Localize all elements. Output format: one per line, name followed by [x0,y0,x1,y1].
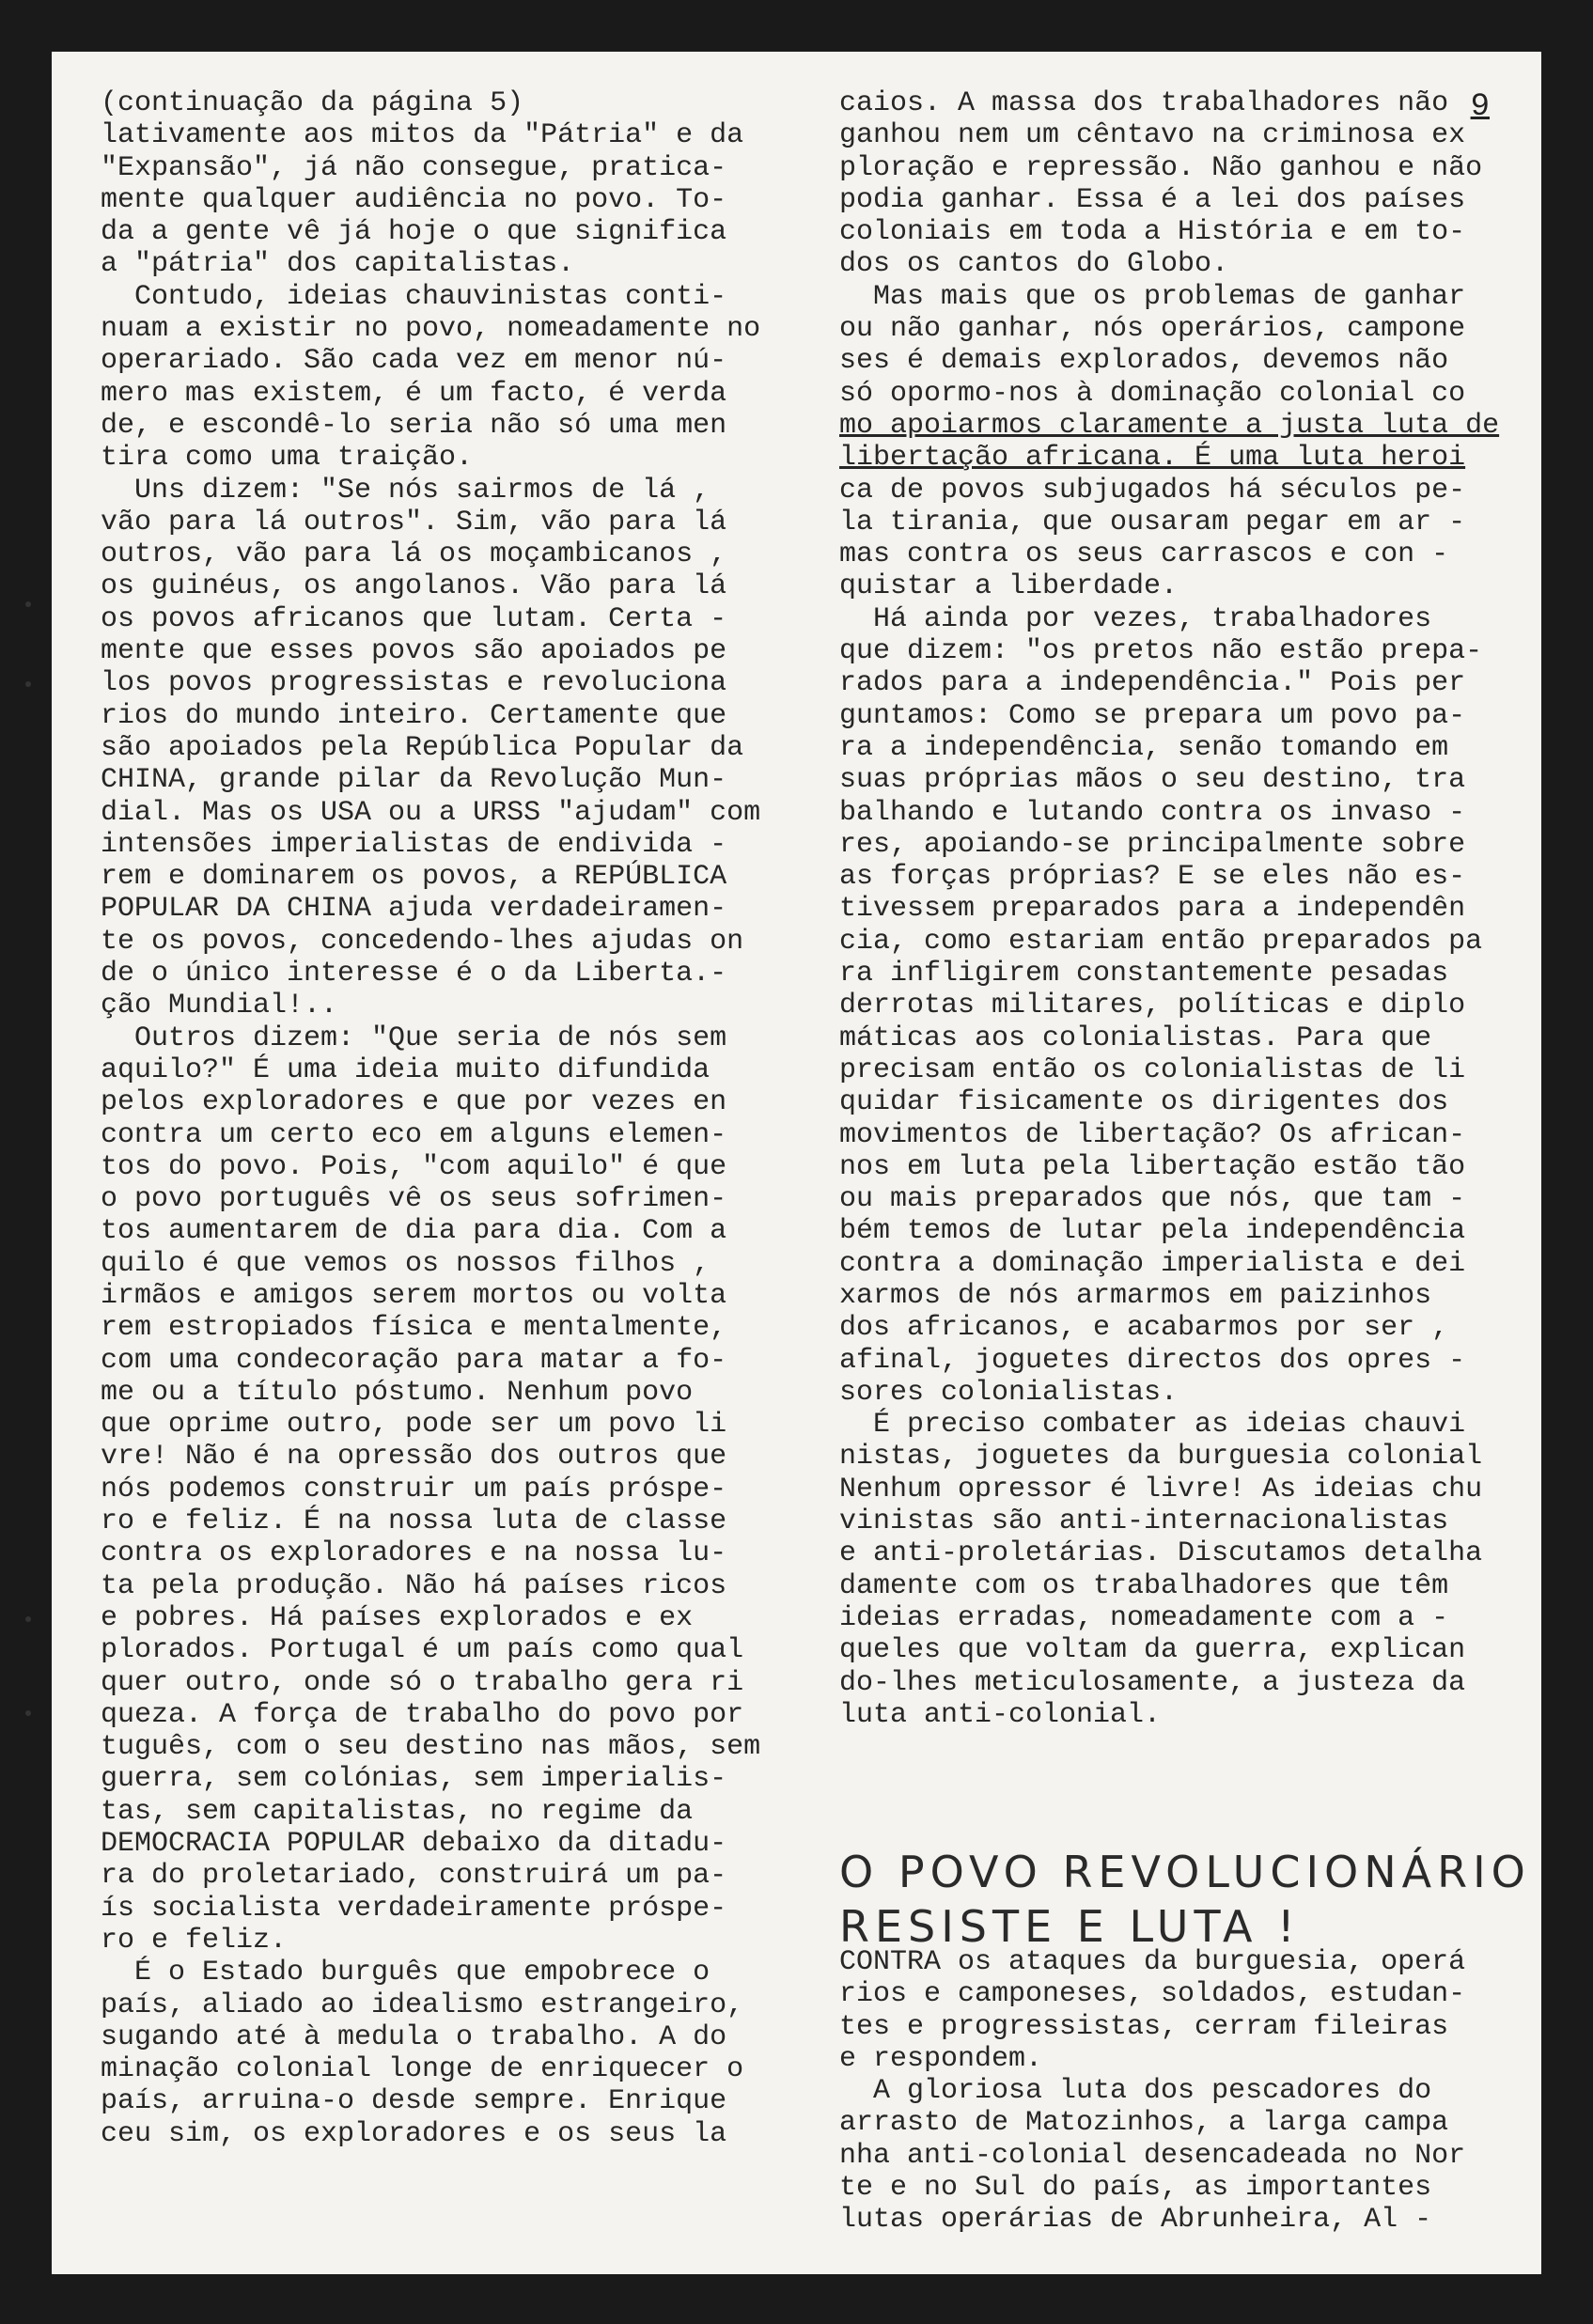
text-line: libertação africana. É uma luta heroi [839,442,1466,475]
text-line: contra a dominação imperialista e dei [839,1247,1466,1280]
text-line: mente qualquer audiência no povo. To- [101,183,727,216]
text-line: mas contra os seus carrascos e con - [839,538,1449,571]
text-line: tuguês, com o seu destino nas mãos, sem [101,1731,761,1764]
margin-dot [25,601,31,607]
text-line: são apoiados pela República Popular da [101,731,744,764]
text-line: nha anti-colonial desencadeada no Nor [839,2139,1466,2172]
text-line: É preciso combater as ideias chauvi [839,1409,1466,1442]
text-line: (continuação da página 5) [101,87,524,119]
text-line: rem estropiados física e mentalmente, [101,1312,727,1345]
text-line: precisam então os colonialistas de li [839,1053,1466,1086]
text-line: lativamente aos mitos da "Pátria" e da [101,119,744,152]
text-line: vinistas são anti-internacionalistas [839,1505,1449,1538]
text-line: ses é demais explorados, devemos não [839,345,1449,378]
text-line: os guinéus, os angolanos. Vão para lá [101,570,727,603]
text-line: que oprime outro, pode ser um povo li [101,1409,727,1442]
text-line: RESISTE E LUTA ! [839,1901,1301,1952]
text-line: te e no Sul do país, as importantes [839,2172,1432,2205]
text-line: ro e feliz. É na nossa luta de classe [101,1505,727,1538]
text-line: lutas operárias de Abrunheira, Al - [839,2204,1432,2237]
text-line: rados para a independência." Pois per [839,667,1466,700]
text-line: contra um certo eco em alguns elemen- [101,1118,727,1151]
text-line: arrasto de Matozinhos, a larga campa [839,2107,1449,2140]
text-line: da a gente vê já hoje o que significa [101,216,727,249]
text-line: suas próprias mãos o seu destino, tra [839,764,1466,797]
text-line: com uma condecoração para matar a fo- [101,1344,727,1377]
text-line: coloniais em toda a História e em to- [839,216,1466,249]
text-line: movimentos de libertação? Os african- [839,1118,1466,1151]
newsletter-page [52,52,1541,2274]
text-line: tos do povo. Pois, "com aquilo" é que [101,1150,727,1183]
text-line: rios e camponeses, soldados, estudan- [839,1978,1466,2011]
text-line: sores colonialistas. [839,1376,1179,1409]
text-line: ra a independência, senão tomando em [839,731,1449,764]
text-line: ro e feliz. [101,1924,288,1957]
margin-dot [25,681,31,687]
text-line: mo apoiarmos claramente a justa luta de [839,409,1500,442]
text-line: minação colonial longe de enriquecer o [101,2053,744,2086]
text-line: ção Mundial!.. [101,990,338,1022]
text-line: irmãos e amigos serem mortos ou volta [101,1279,727,1312]
text-line: ca de povos subjugados há séculos pe- [839,474,1466,507]
text-line: caios. A massa dos trabalhadores não [839,87,1449,119]
text-line: ou não ganhar, nós operários, campone [839,313,1466,346]
text-line: tira como uma traição. [101,442,474,475]
text-line: Uns dizem: "Se nós sairmos de lá , [101,474,711,507]
text-line: quistar a liberdade. [839,570,1179,603]
text-line: nuam a existir no povo, nomeadamente no [101,313,761,346]
text-line: dial. Mas os USA ou a URSS "ajudam" com [101,796,761,829]
text-line: máticas aos colonialistas. Para que [839,1022,1432,1054]
text-line: la tirania, que ousaram pegar em ar - [839,506,1466,538]
text-line: ou mais preparados que nós, que tam - [839,1183,1466,1216]
text-line: só opormo-nos à dominação colonial co [839,377,1466,410]
text-line: o povo português vê os seus sofrimen- [101,1183,727,1216]
right-text-column-lower [839,1946,1535,2237]
left-text-column [101,87,815,2150]
text-line: contra os exploradores e na nossa lu- [101,1537,727,1570]
text-line: ta pela produção. Não há países ricos [101,1569,727,1602]
text-line: me ou a título póstumo. Nenhum povo [101,1376,694,1409]
text-line: luta anti-colonial. [839,1698,1162,1731]
text-line: guntamos: Como se prepara um povo pa- [839,699,1466,732]
text-line: bém temos de lutar pela independência [839,1215,1466,1248]
text-line: operariado. São cada vez em menor nú- [101,345,727,378]
text-line: quidar fisicamente os dirigentes dos [839,1086,1449,1119]
text-line: pelos exploradores e que por vezes en [101,1086,727,1119]
text-line: ís socialista verdadeiramente próspe- [101,1892,727,1925]
text-line: damente com os trabalhadores que têm [839,1569,1449,1602]
text-line: tas, sem capitalistas, no regime da [101,1795,694,1828]
text-line: Outros dizem: "Que seria de nós sem [101,1022,727,1054]
text-line: vão para lá outros". Sim, vão para lá [101,506,727,538]
text-line: mero mas existem, é um facto, é verda [101,377,727,410]
slogan-heading [839,1845,1535,1954]
text-line: do-lhes meticulosamente, a justeza da [839,1666,1466,1699]
text-line: nos em luta pela libertação estão tão [839,1150,1466,1183]
text-line: É o Estado burguês que empobrece o [101,1957,711,1989]
text-line: vre! Não é na opressão dos outros que [101,1441,727,1474]
text-line: ploração e repressão. Não ganhou e não [839,151,1483,184]
text-line: que dizem: "os pretos não estão prepa- [839,635,1483,668]
text-line: "Expansão", já não consegue, pratica- [101,151,727,184]
text-line: quilo é que vemos os nossos filhos , [101,1247,711,1280]
text-line: rem e dominarem os povos, a REPÚBLICA [101,861,727,894]
text-line: guerra, sem colónias, sem imperialis- [101,1763,727,1796]
text-line: los povos progressistas e revoluciona [101,667,727,700]
text-line: Contudo, ideias chauvinistas conti- [101,280,727,313]
text-line: dos os cantos do Globo. [839,248,1229,281]
text-line: país, aliado ao idealismo estrangeiro, [101,1989,744,2021]
text-line: queza. A força de trabalho do povo por [101,1698,744,1731]
text-line: quer outro, onde só o trabalho gera ri [101,1666,744,1699]
text-line: as forças próprias? E se eles não es- [839,861,1466,894]
text-line: país, arruina-o desde sempre. Enrique [101,2085,727,2118]
text-line: ganhou nem um cêntavo na criminosa ex [839,119,1466,152]
text-line: ra do proletariado, construirá um pa- [101,1860,727,1893]
text-line: outros, vão para lá os moçambicanos , [101,538,727,571]
text-line: rios do mundo inteiro. Certamente que [101,699,727,732]
text-line: Nenhum opressor é livre! As ideias chu [839,1473,1483,1505]
text-line: CONTRA os ataques da burguesia, operá [839,1946,1466,1978]
text-line: derrotas militares, políticas e diplo [839,990,1466,1022]
text-line: intensões imperialistas de endivida - [101,828,727,861]
text-line: Há ainda por vezes, trabalhadores [839,602,1432,635]
text-line: os povos africanos que lutam. Certa - [101,602,727,635]
text-line: POPULAR DA CHINA ajuda verdadeiramen- [101,893,727,926]
text-line: nistas, joguetes da burguesia colonial [839,1441,1483,1474]
text-line: CHINA, grande pilar da Revolução Mun- [101,764,727,797]
text-line: mente que esses povos são apoiados pe [101,635,727,668]
text-line: ra infligirem constantemente pesadas [839,958,1449,990]
text-line: te os povos, concedendo-lhes ajudas on [101,925,744,958]
text-line: e anti-proletárias. Discutamos detalha [839,1537,1483,1570]
margin-dot [25,1710,31,1716]
text-line: dos africanos, e acabarmos por ser , [839,1312,1449,1345]
text-line: ideias erradas, nomeadamente com a - [839,1601,1449,1634]
text-line: podia ganhar. Essa é a lei dos países [839,183,1466,216]
page-number: 9 [1470,89,1490,125]
text-line: nós podemos construir um país próspe- [101,1473,727,1505]
text-line: A gloriosa luta dos pescadores do [839,2075,1432,2108]
text-line: tivessem preparados para a independên [839,893,1466,926]
text-line: balhando e lutando contra os invaso - [839,796,1466,829]
text-line: e respondem. [839,2042,1043,2075]
text-line: Mas mais que os problemas de ganhar [839,280,1466,313]
text-line: cia, como estariam então preparados pa [839,925,1483,958]
text-line: queles que voltam da guerra, explican [839,1634,1466,1667]
text-line: xarmos de nós armarmos em paizinhos [839,1279,1432,1312]
text-line: sugando até à medula o trabalho. A do [101,2020,727,2053]
text-line: tos aumentarem de dia para dia. Com a [101,1215,727,1248]
text-line: res, apoiando-se principalmente sobre [839,828,1466,861]
text-line: de o único interesse é o da Liberta.- [101,958,727,990]
text-line: tes e progressistas, cerram fileiras [839,2010,1449,2043]
text-line: a "pátria" dos capitalistas. [101,248,575,281]
text-line: aquilo?" É uma ideia muito difundida [101,1053,711,1086]
margin-dot [25,1616,31,1622]
text-line: afinal, joguetes directos dos opres - [839,1344,1466,1377]
text-line: O POVO REVOLUCIONÁRIO [839,1847,1531,1897]
text-line: DEMOCRACIA POPULAR debaixo da ditadu- [101,1828,727,1861]
right-text-column-upper [839,87,1535,1731]
text-line: plorados. Portugal é um país como qual [101,1634,744,1667]
text-line: ceu sim, os exploradores e os seus la [101,2117,727,2150]
text-line: de, e escondê-lo seria não só uma men [101,409,727,442]
text-line: e pobres. Há países explorados e ex [101,1601,694,1634]
